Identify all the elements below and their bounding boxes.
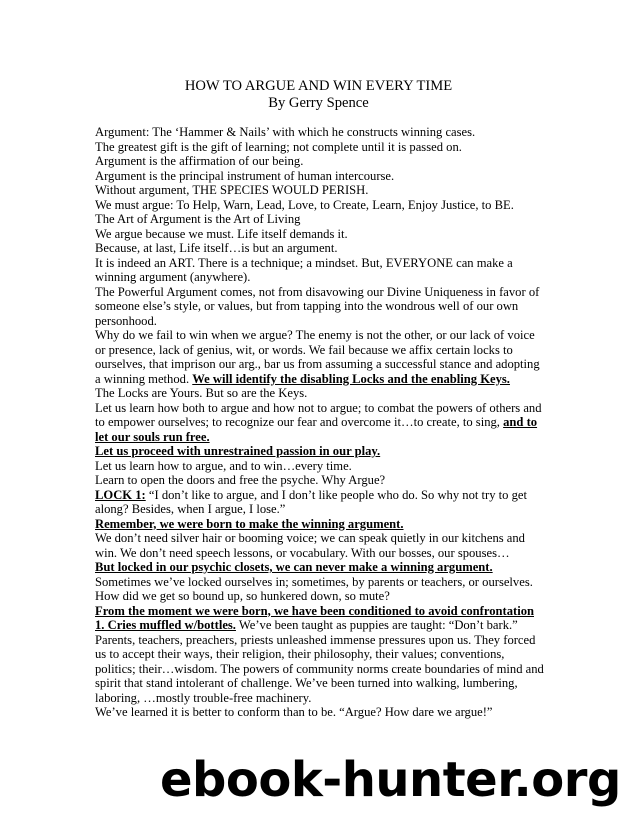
body-paragraph (95, 328, 547, 386)
emphasis-text: We will identify the disabling Locks and the enabling Keys. (192, 371, 510, 386)
body-line: Sometimes we’ve locked ourselves in; sometimes, by parents or teachers, or ourselves. (95, 574, 533, 589)
body-text: Let us learn how both to argue and how not to argue; to combat the powers of others and to empower ourselves; to recognize our fear and overcome it…to create, to sing, (95, 400, 542, 429)
document-author: By Gerry Spence (268, 95, 369, 111)
body-line: The Art of Argument is the Art of Living (95, 212, 301, 226)
body-paragraph (95, 401, 547, 445)
body-text: Why do we fail to win when we argue? The enemy is not the other, or our lack of voice or presence, lack of genius, wit, or words. We fail because we affix certain locks to ourselves, that imprison our arg., bar us from assuming a successful stance and adopting a winning method. (95, 328, 540, 386)
body-paragraph (95, 488, 547, 517)
lock-label: LOCK 1: (95, 487, 146, 502)
body-line: The Powerful Argument comes, not from disavowing our Divine Uniqueness in favor of someone else’s style, or values, but from tapping into the wondrous well of our own personhood. (95, 284, 540, 328)
document-body (95, 125, 547, 720)
body-line: Argument is the principal instrument of human intercourse. (95, 168, 395, 183)
emphasis-line: Remember, we were born to make the winning argument. (95, 516, 404, 531)
body-line: We don’t need silver hair or booming voice; we can speak quietly in our kitchens and win. We don’t need speech lessons, or vocabulary. With our bosses, our spouses… (95, 531, 525, 560)
body-line: Learn to open the doors and free the psyche. Why Argue? (95, 473, 386, 487)
emphasis-line: Let us proceed with unrestrained passion in our play. (95, 444, 381, 458)
emphasis-line: From the moment we were born, we have been conditioned to avoid confrontation (95, 603, 534, 618)
body-line: The greatest gift is the gift of learning; not complete until it is passed on. (95, 139, 462, 154)
body-line: How did we get so bound up, so hunkered down, so mute? (95, 589, 390, 603)
body-line: Argument: The ‘Hammer & Nails’ with which he constructs winning cases. (95, 125, 476, 139)
emphasis-text: and to let our souls run free. (95, 415, 538, 444)
document-title: HOW TO ARGUE AND WIN EVERY TIME (184, 78, 453, 94)
body-text: We’ve been taught as puppies are taught: “Don’t bark.” Parents, teachers, preachers, priests unleashed immense pressures upon us. They forced us to accept their ways, their religion, their philosophy, their values; conventions, politics; their…wisdom. The powers of community norms create boundaries of mind and spirit that stand intolerant of challenge. We’ve been turned into walking, lumbering, laboring, …mostly trouble-free machinery. (95, 618, 544, 705)
emphasis-line: But locked in our psychic closets, we can never make a winning argument. (95, 560, 493, 574)
body-line: Let us learn how to argue, and to win…every time. (95, 458, 352, 473)
body-line: We argue because we must. Life itself demands it. (95, 226, 348, 241)
watermark: ebook-hunter.org (160, 752, 621, 808)
body-line: We must argue: To Help, Warn, Lead, Love, to Create, Learn, Enjoy Justice, to BE. (95, 197, 514, 212)
body-line: Because, at last, Life itself…is but an argument. (95, 241, 338, 255)
body-line: We’ve learned it is better to conform than to be. “Argue? How dare we argue!” (95, 705, 493, 719)
body-line: It is indeed an ART. There is a technique; a mindset. But, EVERYONE can make a winning argument (anywhere). (95, 255, 513, 284)
body-line: Argument is the affirmation of our being. (95, 154, 304, 168)
body-line: Without argument, THE SPECIES WOULD PERISH. (95, 183, 369, 197)
body-text: “I don’t like to argue, and I don’t like people who do. So why not try to get along? Besides, when I argue, I lose.” (95, 487, 527, 516)
body-paragraph (95, 618, 547, 705)
body-line: The Locks are Yours. But so are the Keys. (95, 386, 308, 400)
emphasis-text: 1. Cries muffled w/bottles. (95, 618, 236, 632)
